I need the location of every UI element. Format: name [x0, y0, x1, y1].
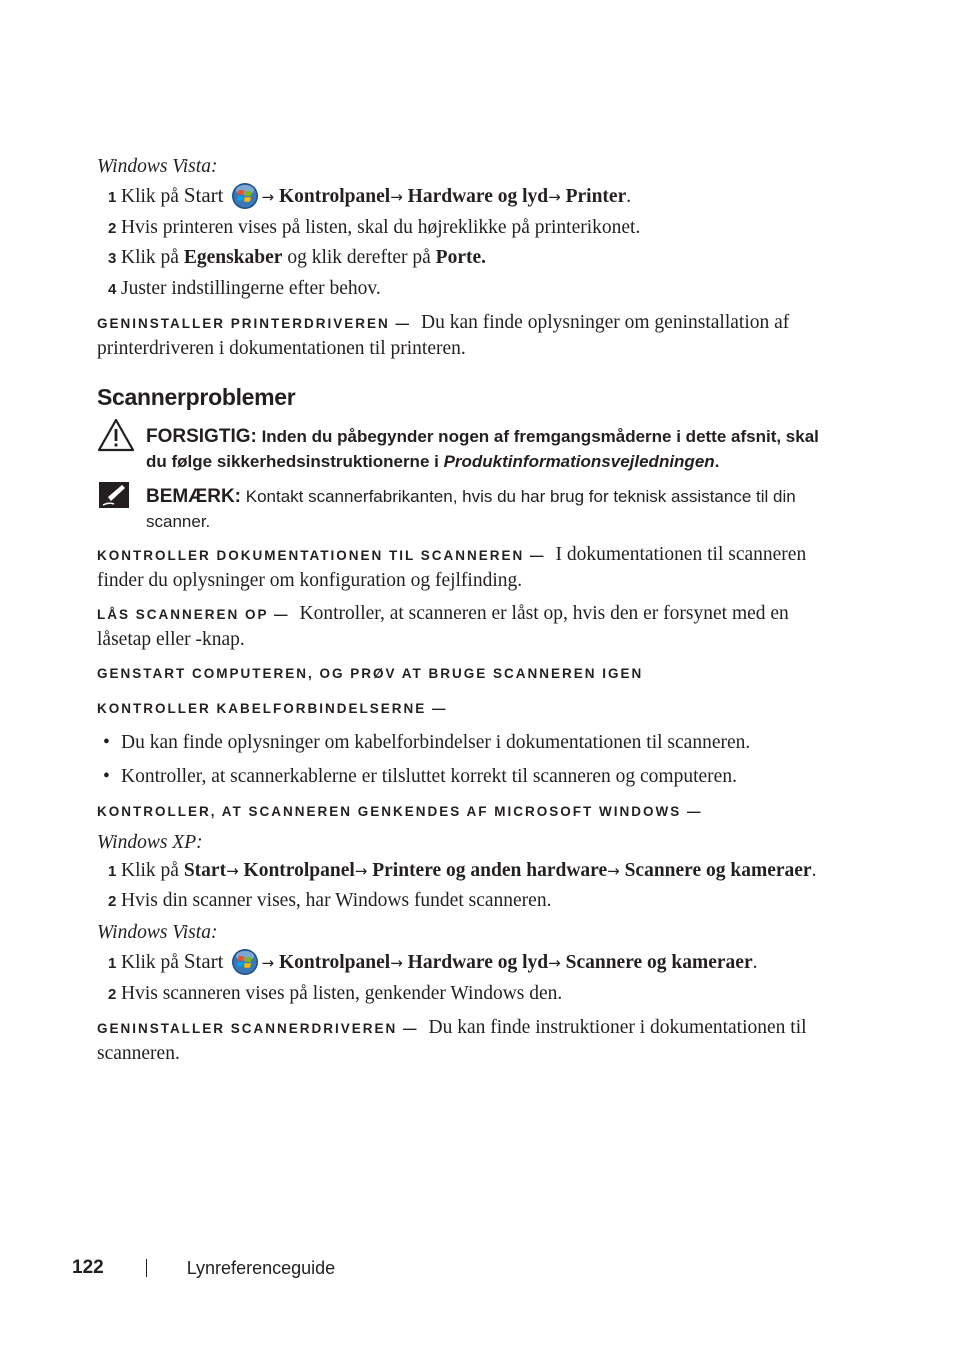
- step-text: Klik på Start → Kontrolpanel→ Hardware og lyd→ Scannere og kameraer.: [121, 948, 827, 976]
- windows-start-orb-icon: [230, 948, 260, 976]
- cables-paragraph: [97, 695, 827, 721]
- caution-notice: FORSIGTIG: Inden du påbegynder nogen af fremgangsmåderne i dette afsnit, skal du følge sikkerhedsinstruktionerne i Produktinformationsvejledningen.: [97, 424, 827, 474]
- start-label: Start: [183, 183, 224, 207]
- step: [97, 215, 827, 241]
- section-title: GENINSTALLER PRINTERDRIVEREN —: [97, 315, 412, 331]
- section-heading: Scannerproblemer: [97, 383, 296, 410]
- step-number: 1: [108, 862, 117, 880]
- section-title: KONTROLLER DOKUMENTATIONEN TIL SCANNEREN —: [97, 547, 546, 563]
- step-number: 4: [108, 280, 117, 298]
- cable-bullet-list: [97, 730, 827, 789]
- step: [97, 888, 827, 914]
- step-text: Klik på Start→ Kontrolpanel→ Printere og anden hardware→ Scannere og kameraer.: [121, 859, 817, 881]
- arrow-icon: →: [390, 954, 403, 972]
- warning-triangle-icon: [97, 418, 135, 452]
- arrow-icon: →: [607, 861, 620, 880]
- footer-divider: [146, 1259, 147, 1277]
- check-docs-paragraph: KONTROLLER DOKUMENTATIONEN TIL SCANNEREN — I dokumentationen til scanneren finder du oplysninger om konfiguration og fejlfinding.: [97, 543, 807, 591]
- guide-title: Lynreferenceguide: [186, 1257, 336, 1278]
- step-number: 1: [108, 955, 117, 972]
- note-notice: BEMÆRK: Kontakt scannerfabrikanten, hvis du har brug for teknisk assistance til din scanner.: [97, 484, 827, 534]
- reinstall-scanner-paragraph: GENINSTALLER SCANNERDRIVEREN — Du kan finde instruktioner i dokumentationen til scanneren.: [97, 1016, 807, 1064]
- arrow-icon: →: [390, 188, 403, 206]
- start-label: Start: [183, 949, 224, 973]
- note-pencil-icon: [97, 480, 131, 510]
- caution-label: FORSIGTIG:: [146, 425, 257, 447]
- step-number: 2: [108, 985, 117, 1003]
- page-footer: [72, 1257, 335, 1279]
- section-title: KONTROLLER, AT SCANNEREN GENKENDES AF MICROSOFT WINDOWS —: [97, 803, 703, 819]
- arrow-icon: →: [354, 861, 368, 880]
- restart-paragraph: [97, 660, 827, 686]
- step-text: Klik på Start → Kontrolpanel→ Hardware og lyd→ Printer.: [121, 182, 827, 210]
- os-label-vista: Windows Vista:: [97, 156, 218, 177]
- step-text: Hvis scanneren vises på listen, genkender Windows den.: [121, 982, 563, 1004]
- arrow-icon: →: [261, 188, 275, 206]
- step-text: Hvis din scanner vises, har Windows fundet scanneren.: [121, 890, 552, 911]
- unlock-paragraph: LÅS SCANNEREN OP — Kontroller, at scanneren er låst op, hvis den er forsynet med en låsetap eller -knap.: [97, 602, 789, 650]
- arrow-icon: →: [548, 188, 561, 206]
- os-label-vista: Windows Vista:: [97, 922, 218, 943]
- step-text: Klik på Egenskaber og klik derefter på Porte.: [121, 247, 487, 268]
- step: [97, 948, 827, 976]
- arrow-icon: →: [226, 861, 239, 880]
- section-title: GENINSTALLER SCANNERDRIVEREN —: [97, 1020, 419, 1036]
- step-number: 2: [108, 893, 117, 910]
- windows-start-orb-icon: [230, 182, 260, 210]
- reinstall-printer-paragraph: GENINSTALLER PRINTERDRIVEREN — Du kan finde oplysninger om geninstallation af printerdriveren i dokumentationen til printeren.: [97, 311, 790, 359]
- os-label-xp: Windows XP:: [97, 831, 203, 853]
- list-item: • Du kan finde oplysninger om kabelforbindelser i dokumentationen til scanneren.: [103, 731, 751, 753]
- section-title: LÅS SCANNEREN OP —: [97, 606, 290, 622]
- page-content: [97, 154, 827, 1074]
- list-item: • Kontroller, at scannerkablerne er tilsluttet korrekt til scanneren og computeren.: [103, 765, 737, 787]
- step: [97, 981, 827, 1007]
- arrow-icon: →: [261, 954, 275, 972]
- arrow-icon: →: [548, 954, 561, 972]
- step-number: 1: [108, 189, 117, 206]
- step-text: Hvis printeren vises på listen, skal du højreklikke på printerikonet.: [121, 216, 641, 238]
- step: [97, 245, 827, 271]
- step: [97, 182, 827, 210]
- step: [97, 276, 827, 302]
- step-text: Juster indstillingerne efter behov.: [121, 277, 381, 299]
- recognized-paragraph: [97, 798, 827, 824]
- step: [97, 858, 827, 884]
- step-number: 2: [108, 219, 117, 237]
- section-title: GENSTART COMPUTEREN, OG PRØV AT BRUGE SCANNEREN IGEN: [97, 665, 644, 681]
- note-label: BEMÆRK:: [146, 485, 241, 507]
- step-number: 3: [108, 250, 117, 267]
- section-title: KONTROLLER KABELFORBINDELSERNE —: [97, 700, 448, 716]
- page-number: 122: [72, 1257, 104, 1278]
